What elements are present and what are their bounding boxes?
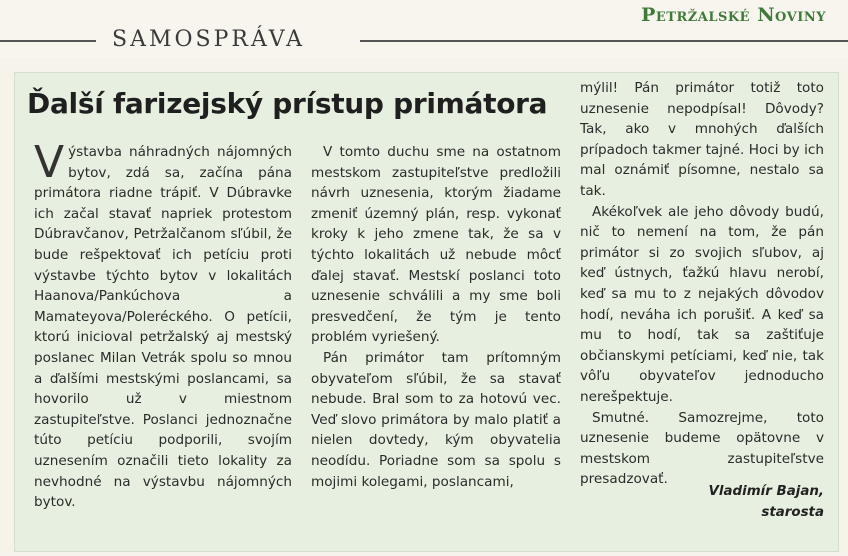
paragraph: mýlil! Pán primátor totiž toto uznesenie nepodpísal! Dôvody? Tak, ako v mnohých ďalších prípadoch takmer tajné. Hoci by ich mal oznámiť písomne, nestalo sa tak.	[580, 80, 824, 199]
section-title: SAMOSPRÁVA	[112, 27, 306, 52]
article-column-1	[34, 137, 292, 513]
section-rule-right	[360, 40, 848, 42]
paragraph: Smutné. Samozrejme, toto uznesenie budeme opätovne v mestskom zastupiteľstve presadzovať.	[580, 409, 824, 488]
article-box	[14, 72, 839, 552]
author-signature	[709, 481, 824, 523]
article-column-2	[311, 142, 561, 492]
author-name: Vladimír Bajan,	[708, 484, 824, 499]
paragraph: Akékoľvek ale jeho dôvody budú, nič to nemení na tom, že pán primátor si zo svojich sľubov, aj keď ústnych, ťažkú hlavu nerobí, keď sa mu to z nejakých dôvodov hodí, neváha ich porušiť. A keď sa mu to hodí, tak sa zaštiťuje občianskymi petíciami, keď nie, tak vôľu obyvateľov jednoducho nerešpektuje.	[580, 203, 824, 405]
paragraph: V tomto duchu sme na ostatnom mestskom zastupiteľstve predložili návrh uznesenia, ktorým žiadame zmeniť územný plán, resp. vykonať kroky k jeho zmene tak, že sa v týchto lokalitách už nebude môcť ďalej stavať. Mestskí poslanci toto uznesenie schválili a my sme boli presvedčení, že tým je tento problém vyriešený.	[311, 144, 561, 346]
author-role: starosta	[761, 505, 824, 520]
section-rule-left	[0, 40, 96, 42]
article-headline: Ďalší farizejský prístup primátora	[27, 87, 548, 120]
drop-cap: V	[34, 137, 65, 188]
paragraph: Pán primátor tam prítomným obyvateľom sľúbil, že sa stavať nebude. Bral som to za hotovú vec. Veď slovo primátora by malo platiť a nielen dovtedy, kým obyvatelia neodídu. Poriadne som sa spolu s mojimi kolegami, poslancami,	[311, 349, 561, 490]
paragraph	[34, 137, 292, 513]
newspaper-brand: Petržalské Noviny	[641, 4, 826, 26]
article-column-3	[580, 78, 824, 490]
paragraph-text: ýstavba náhradných nájomných bytov, zdá sa, začína pána primátora riadne trápiť. V Dúbravke ich začal stavať napriek protestom Dúbravčanov, Petržalčanom sľúbil, že bude rešpektovať ich petíciu proti výstavbe týchto bytov v lokalitách Haanova/Pankúchova a Mamateyova/Poleréckého. O petícii, ktorú inicioval petržalský aj mestský poslanec Milan Vetrák spolu so mnou a ďalšími mestskými poslancami, sa hovorilo už v miestnom zastupiteľstve. Poslanci jednoznačne túto petíciu podporili, svojím uznesením označili tieto lokality za nevhodné na výstavbu nájomných bytov.	[34, 144, 292, 511]
